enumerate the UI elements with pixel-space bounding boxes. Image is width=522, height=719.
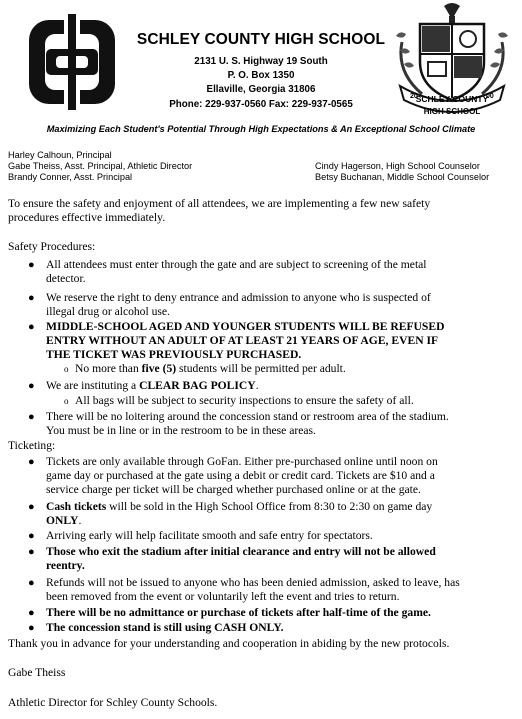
- address-street: 2131 U. S. Highway 19 South: [194, 56, 328, 67]
- text-line: reentry.: [46, 559, 85, 573]
- safety-item-loitering: [46, 410, 514, 438]
- school-crest-icon: [392, 2, 512, 120]
- address-city: Ellaville, Georgia 31806: [206, 84, 316, 95]
- text-line: You must be in line or in the restroom to be in these areas.: [46, 424, 316, 438]
- sub-bullet-icon: o: [64, 396, 69, 406]
- address-po-box: P. O. Box 1350: [227, 70, 295, 81]
- thanks-paragraph: Thank you in advance for your understanding and cooperation in abiding by the new protocols.: [8, 637, 450, 650]
- bullet-icon: ●: [28, 456, 35, 468]
- school-motto: Maximizing Each Student's Potential Through High Expectations & An Exceptional School Climate: [46, 124, 476, 134]
- text-span: students will be permitted per adult.: [176, 362, 346, 375]
- bullet-icon: ●: [28, 546, 35, 558]
- text-line: All attendees must enter through the gate and are subject to screening of the metal: [46, 258, 427, 271]
- ticket-item-arrive-early: Arriving early will help facilitate smooth and safe entry for spectators.: [46, 529, 373, 542]
- staff-asst-principal: Brandy Conner, Asst. Principal: [8, 172, 133, 183]
- school-name: SCHLEY COUNTY HIGH SCHOOL: [136, 31, 386, 48]
- bullet-icon: ●: [28, 411, 35, 423]
- safety-item-minors: [46, 320, 514, 362]
- crest-year-left: 20: [410, 93, 418, 100]
- bullet-icon: ●: [28, 530, 35, 542]
- phone-fax: Phone: 229-937-0560 Fax: 229-937-0565: [169, 99, 353, 110]
- text-line: We reserve the right to deny entrance and admission to anyone who is suspected of: [46, 291, 431, 304]
- ticket-item-gofan: [46, 455, 514, 497]
- text-line: Refunds will not be issued to anyone who has been denied admission, asked to leave, has: [46, 576, 460, 589]
- intro-paragraph: [8, 197, 514, 225]
- text-line: There will be no loitering around the concession stand or restroom area of the stadium.: [46, 410, 449, 423]
- text-span: .: [255, 379, 259, 392]
- text-line: game day or purchased at the gate using a debit or credit card. Tickets are $10 and a: [46, 469, 435, 483]
- text-span: ONLY: [46, 514, 79, 528]
- staff-asst-principal-ad: Gabe Theiss, Asst. Principal, Athletic Director: [8, 161, 193, 172]
- text-line: ENTRY WITHOUT AN ADULT OF AT LEAST 21 YEARS OF AGE, EVEN IF: [46, 334, 439, 348]
- text-line: Tickets are only available through GoFan. Either pre-purchased online until noon on: [46, 455, 438, 468]
- ticket-item-halftime: There will be no admittance or purchase of tickets after half-time of the game.: [46, 606, 431, 619]
- text-line: illegal drug or alcohol use.: [46, 305, 170, 319]
- sc-logo-icon: [24, 14, 120, 110]
- safety-subitem-bags: All bags will be subject to security inspections to ensure the safety of all.: [75, 394, 414, 407]
- bullet-icon: ●: [28, 259, 35, 271]
- bullet-icon: ●: [28, 622, 35, 634]
- crest-banner-top: SCHLEY COUNTY: [415, 94, 489, 104]
- safety-heading: Safety Procedures:: [8, 240, 96, 253]
- ticket-item-cash: [46, 500, 514, 528]
- text-line: Those who exit the stadium after initial clearance and entry will not be allowed: [46, 545, 436, 558]
- text-line: service charge per ticket will be charged whether purchased online or at the gate.: [46, 483, 421, 497]
- bullet-icon: ●: [28, 380, 35, 392]
- crest-banner-bottom: HIGH SCHOOL: [423, 107, 481, 116]
- text-span: We are instituting a: [46, 379, 140, 392]
- staff-hs-counselor: Cindy Hagerson, High School Counselor: [315, 161, 480, 171]
- staff-left-list: [8, 150, 192, 184]
- text-span: No more than: [75, 362, 142, 375]
- staff-right-list: [315, 161, 489, 183]
- text-span: five (5): [141, 362, 177, 375]
- ticket-item-refunds: [46, 576, 514, 604]
- intro-line-2: procedures effective immediately.: [8, 211, 166, 225]
- bullet-icon: ●: [28, 577, 35, 589]
- bullet-icon: ●: [28, 501, 35, 513]
- safety-item-clear-bag: [46, 379, 514, 393]
- signature-name: Gabe Theiss: [8, 666, 66, 679]
- sub-bullet-icon: o: [64, 364, 69, 374]
- bullet-icon: ●: [28, 292, 35, 304]
- safety-item-screening: [46, 258, 514, 286]
- bullet-icon: ●: [28, 321, 35, 333]
- crest-year-right: 00: [486, 93, 494, 100]
- ticketing-heading: Ticketing:: [8, 439, 56, 452]
- text-line: MIDDLE-SCHOOL AGED AND YOUNGER STUDENTS WILL BE REFUSED: [46, 320, 445, 333]
- text-line: detector.: [46, 272, 86, 286]
- text-span: will be sold in the High School Office from 8:30 to 2:30 on game day: [106, 500, 433, 513]
- text-line: THE TICKET WAS PREVIOUSLY PURCHASED.: [46, 348, 302, 362]
- text-span: .: [78, 514, 82, 528]
- intro-line-1: To ensure the safety and enjoyment of all attendees, we are implementing a few new safety: [8, 197, 431, 210]
- text-span: Cash tickets: [46, 500, 107, 513]
- safety-item-deny-entrance: [46, 291, 514, 319]
- text-span: CLEAR BAG POLICY: [139, 379, 256, 392]
- staff-principal: Harley Calhoun, Principal: [8, 150, 112, 160]
- ticket-item-concession: The concession stand is still using CASH ONLY.: [46, 621, 284, 634]
- bullet-icon: ●: [28, 607, 35, 619]
- text-line: been removed from the event or voluntarily left the event and tries to return.: [46, 590, 400, 604]
- safety-subitem-ratio: [75, 362, 515, 376]
- signature-title: Athletic Director for Schley County Schools.: [8, 696, 218, 709]
- staff-ms-counselor: Betsy Buchanan, Middle School Counselor: [315, 172, 490, 183]
- ticket-item-reentry: [46, 545, 514, 573]
